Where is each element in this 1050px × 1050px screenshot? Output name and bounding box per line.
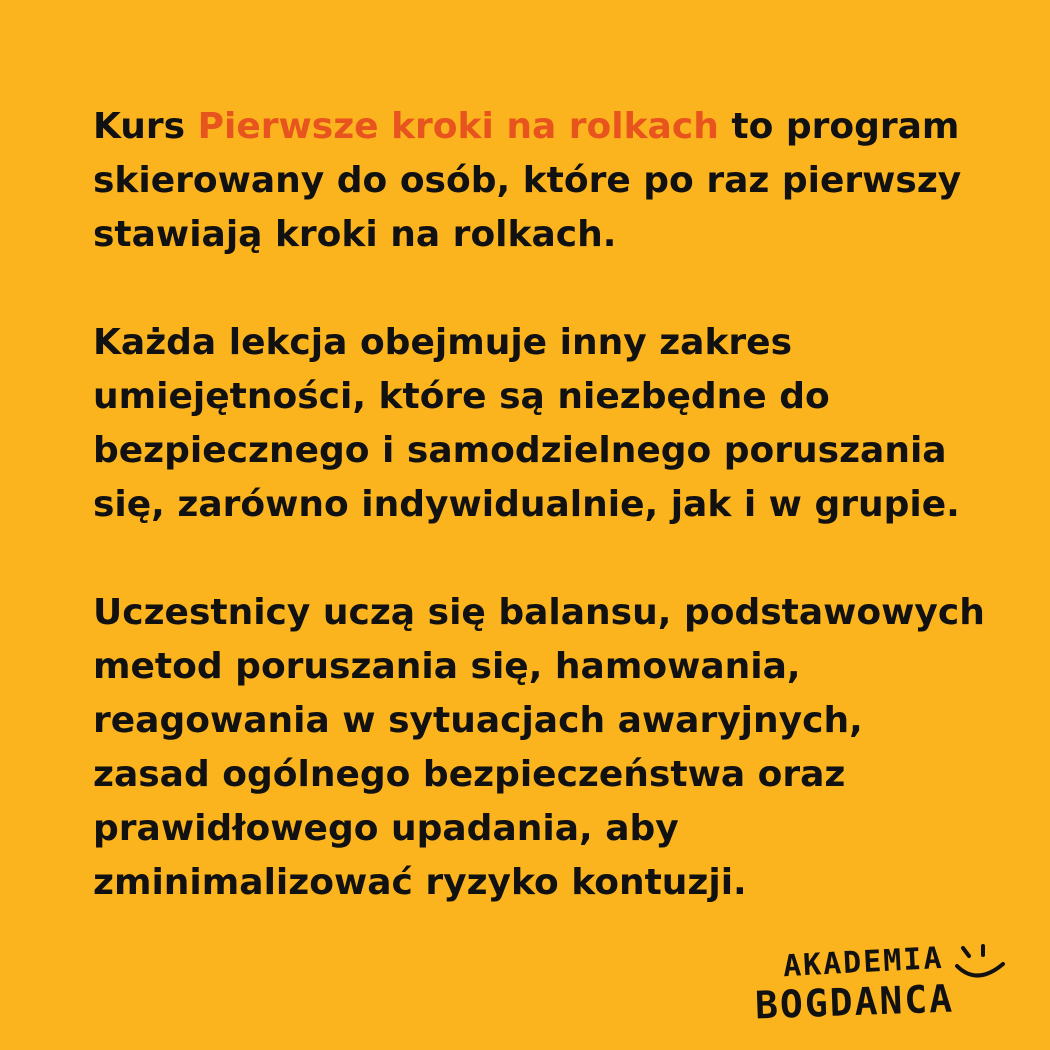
text-line: prawidłowego upadania, aby [93, 808, 679, 849]
text-line: zminimalizować ryzyko kontuzji. [93, 862, 747, 903]
text-line: zasad ogólnego bezpieczeństwa oraz [93, 754, 846, 795]
text-line: stawiają kroki na rolkach. [93, 214, 617, 255]
smile-icon [953, 942, 1009, 986]
course-name-highlight: Pierwsze kroki na rolkach [197, 106, 719, 147]
logo-line-1: AKADEMIA [782, 940, 945, 985]
text-line: reagowania w sytuacjach awaryjnych, [93, 700, 863, 741]
brand-logo [755, 940, 1015, 1030]
paragraph-skills [93, 586, 993, 910]
text-line: Uczestnicy uczą się balansu, podstawowych [93, 592, 985, 633]
text-line [93, 100, 993, 154]
course-description [93, 100, 993, 964]
text-line: bezpiecznego i samodzielnego poruszania [93, 430, 947, 471]
text-segment: Kurs [93, 106, 198, 147]
text-line: umiejętności, które są niezbędne do [93, 376, 830, 417]
paragraph-intro [93, 100, 993, 262]
text-line: metod poruszania się, hamowania, [93, 646, 801, 687]
text-line: skierowany do osób, które po raz pierwszy [93, 160, 962, 201]
text-line: się, zarówno indywidualnie, jak i w grupie. [93, 484, 960, 525]
logo-line-2: BOGDANCA [754, 976, 955, 1028]
text-segment: to program [718, 106, 960, 147]
paragraph-lessons [93, 316, 993, 532]
text-line: Każda lekcja obejmuje inny zakres [93, 322, 793, 363]
